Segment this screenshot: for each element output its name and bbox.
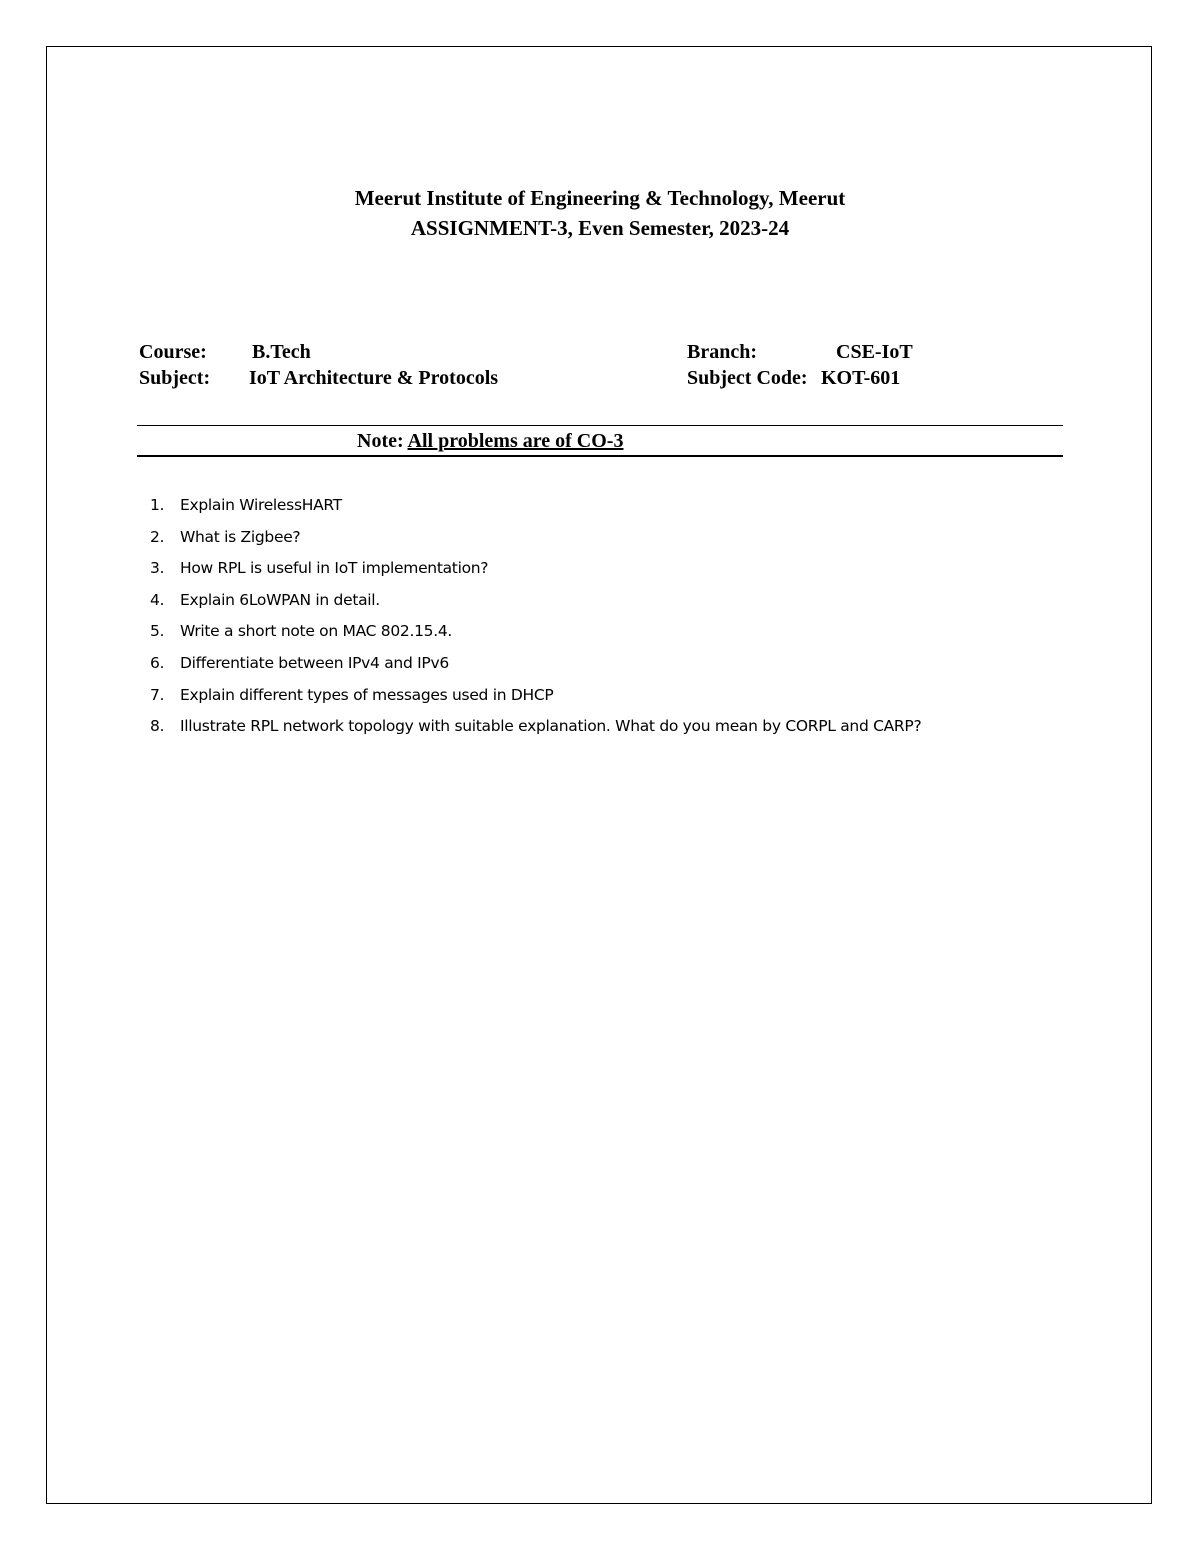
subject-label: Subject: — [139, 367, 211, 389]
assignment-title: ASSIGNMENT-3, Even Semester, 2023-24 — [410, 216, 790, 240]
question-item — [150, 649, 921, 681]
subject-code-label: Subject Code: — [687, 367, 808, 389]
question-number: 7. — [150, 685, 165, 704]
question-item — [150, 586, 921, 618]
question-text: Write a short note on MAC 802.15.4. — [180, 622, 453, 641]
question-item — [150, 523, 921, 555]
question-item — [150, 554, 921, 586]
institute-title: Meerut Institute of Engineering & Technology, Meerut — [354, 186, 846, 210]
question-text: What is Zigbee? — [180, 527, 301, 546]
question-text: How RPL is useful in IoT implementation? — [180, 559, 489, 578]
question-text: Explain WirelessHART — [180, 496, 342, 514]
question-number: 2. — [150, 527, 165, 546]
question-text: Explain 6LoWPAN in detail. — [180, 590, 380, 609]
subject-value: IoT Architecture & Protocols — [249, 367, 499, 389]
question-number: 6. — [150, 653, 165, 672]
question-item — [150, 712, 921, 744]
divider-bottom — [137, 455, 1063, 457]
course-value: B.Tech — [252, 341, 311, 363]
note-label: Note: — [357, 430, 404, 452]
question-number: 1. — [150, 496, 165, 514]
course-label: Course: — [139, 341, 207, 363]
subject-code-value: KOT-601 — [821, 367, 901, 389]
divider-top — [137, 425, 1063, 426]
question-number: 4. — [150, 590, 165, 609]
question-text: Illustrate RPL network topology with suitable explanation. What do you mean by CORPL and CARP? — [180, 717, 922, 736]
branch-value: CSE-IoT — [836, 341, 913, 363]
question-text: Differentiate between IPv4 and IPv6 — [180, 653, 449, 672]
question-number: 3. — [150, 559, 165, 578]
note-text: All problems are of CO-3 — [407, 430, 624, 452]
page-border — [46, 46, 1152, 1504]
question-item — [150, 681, 921, 713]
branch-label: Branch: — [687, 341, 757, 363]
question-text: Explain different types of messages used in DHCP — [180, 685, 554, 704]
note-line — [357, 428, 623, 454]
question-list — [150, 491, 921, 744]
question-item — [150, 617, 921, 649]
question-item — [150, 491, 921, 523]
question-number: 8. — [150, 717, 165, 736]
question-number: 5. — [150, 622, 165, 641]
